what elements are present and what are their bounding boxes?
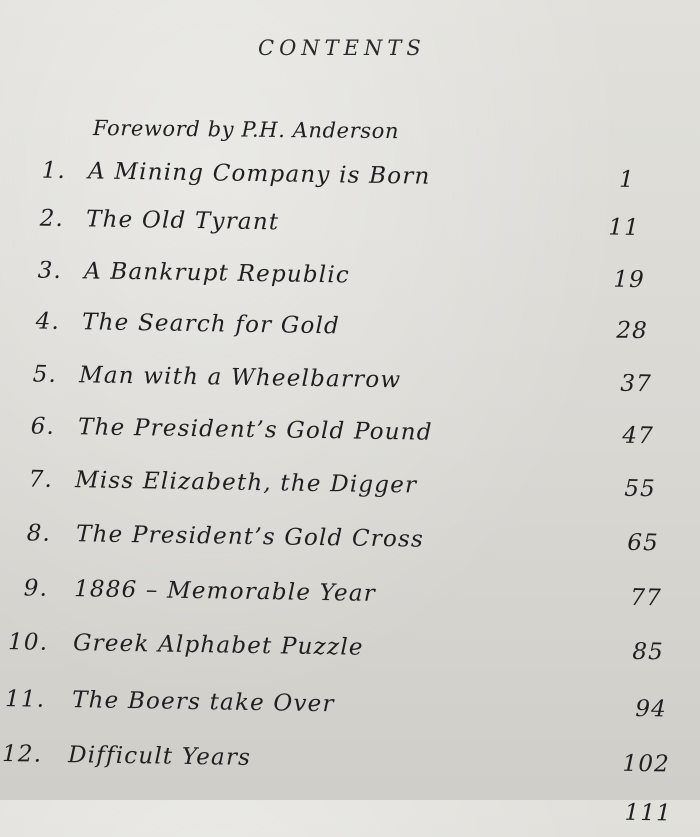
- entry-page: 37: [620, 370, 653, 398]
- entry-number: 6.: [30, 413, 56, 440]
- entry-number: 12.: [1, 741, 43, 768]
- entry-title: The President’s Gold Cross: [75, 521, 425, 553]
- entry-page: 85: [632, 638, 665, 666]
- entry-title: Man with a Wheelbarrow: [78, 362, 402, 394]
- toc-entry: [0, 308, 700, 355]
- toc-entry: [0, 257, 700, 304]
- entry-page: 94: [635, 695, 668, 723]
- entry-number: 1.: [41, 157, 67, 185]
- entry-page: 102: [622, 750, 671, 778]
- toc-entry: [0, 205, 700, 252]
- entry-title: The President’s Gold Pound: [77, 414, 433, 446]
- toc-entry: [0, 413, 700, 460]
- entry-number: 2.: [39, 205, 65, 233]
- entry-title: Greek Alphabet Puzzle: [72, 630, 364, 661]
- entry-page: 28: [616, 317, 649, 345]
- entry-number: 8.: [26, 520, 52, 547]
- entry-page: 111: [624, 799, 673, 827]
- entry-page: 47: [622, 422, 655, 450]
- entry-page: 55: [624, 475, 657, 503]
- toc-entry: [0, 741, 700, 788]
- toc-entry: [0, 629, 700, 676]
- entry-page: 11: [608, 214, 641, 242]
- toc-entry: [0, 686, 700, 733]
- entry-number: 11.: [4, 686, 46, 713]
- entry-number: 5.: [32, 361, 58, 388]
- entry-number: 3.: [37, 257, 63, 284]
- entry-number: 9.: [23, 575, 49, 602]
- entry-page: 19: [613, 266, 646, 294]
- entry-page: 65: [627, 529, 660, 557]
- entry-page: 1: [618, 166, 636, 193]
- entry-title: The Search for Gold: [81, 309, 341, 340]
- toc-entry-partial: [0, 790, 700, 837]
- toc-entry: [0, 520, 700, 567]
- toc-entry: [0, 575, 700, 622]
- entry-number: 4.: [35, 308, 61, 335]
- entry-page: 77: [630, 584, 663, 612]
- foreword-line: Foreword by P.H. Anderson: [92, 116, 400, 144]
- entry-number: 7.: [28, 466, 54, 493]
- toc-entry: [0, 157, 700, 204]
- entry-title: A Mining Company is Born: [87, 158, 431, 190]
- entry-title: A Bankrupt Republic: [83, 258, 351, 289]
- entry-title: The Boers take Over: [71, 687, 335, 718]
- toc-entry: [0, 361, 700, 408]
- entry-title: 1886 – Memorable Year: [73, 576, 377, 607]
- entry-number: 10.: [7, 629, 49, 656]
- entry-title: The Old Tyrant: [85, 206, 280, 236]
- entry-title: Difficult Years: [67, 742, 252, 771]
- entry-title: Miss Elizabeth, the Digger: [74, 467, 418, 499]
- toc-entry: [0, 466, 700, 513]
- contents-heading: CONTENTS: [258, 36, 426, 60]
